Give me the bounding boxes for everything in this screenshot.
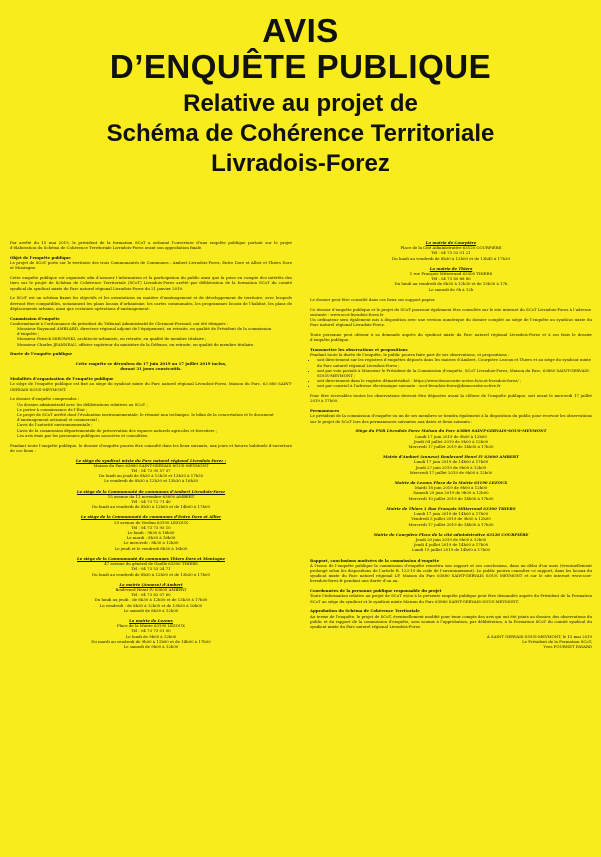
title-line-2: D’ENQUÊTE PUBLIQUE [109,48,492,85]
place-title: La mairie de Courpière [425,240,477,245]
notice-body [10,240,592,852]
place-title: Le siège de la Communauté de communes d’Ambert Livradois-Forez [76,488,226,494]
permanence-title: Mairie de Courpière Place de la cité administrative 63120 COURPIÈRE [373,531,529,537]
scot-text: Le SCoT est un schéma fixant les objectifs et les orientations en matière d’aménagement et de développement du territoire, avec lesquels devront être compatibles, notamment les plans locaux d’urbanisme, les cartes communales, les programmes locaux de l’habitat, les plans de déplacements urbains, ainsi que certaines opérations d’aménagement. [10,295,292,311]
place-title: La mairie de Thiers [429,265,473,271]
place-line: Le samedi de 8h30 à 12h00 [123,607,179,613]
dossier-item: • Un dossier administratif avec les délibérations relatives au SCoT ; [17,402,292,407]
dossier-item: • Le projet de SCoT arrêté dont l’évaluation environnementale, le résumé non technique, le bilan de la concertation et le document d’aménagement artisanal et commercial ; [17,412,292,422]
permanence-line: Vendredi 5 juillet 2019 de 9h00 à 12h00 [411,516,491,522]
permanence-line: Mercredi 17 juillet 2019 de 14h00 à 17h00 [408,444,494,450]
place-line: Maison du Parc 63880 SAINT-GERVAIS-SOUS-MEYMONT [93,462,209,468]
place-line: Boulevard Henri IV 63600 AMBERT [115,586,187,592]
permanence-title: Mairie d’Ambert (annexe) Boulevard Henri IV 63600 AMBERT [383,454,519,460]
place-line: Le lundi : 9h30 à 16h00 [127,530,175,536]
objet-title: Objet de l’enquête publique [10,255,71,260]
left-column [10,240,292,852]
permanence-block [310,532,592,553]
commission-text: Conformément à l’ordonnance du président du Tribunal Administratif de Clermont-Ferrand, ont été désignés : [10,320,229,326]
title-line-3: Relative au projet de [183,90,418,117]
permanence-title: Mairie de Thiers 1 Rue François Mitterrand 63300 THIERS [386,505,516,511]
place-line: Du lundi au vendredi de 8h30 à 12h00 et de 14h00 à 17h00 [92,504,210,510]
commission-member: • Monsieur Patrick MIROWSKI, architecte-urbaniste, en retraite, en qualité de membre titulaire ; [17,336,292,341]
permanence-line: Samedi 29 juin 2019 de 9h00 à 12h00 [413,490,489,496]
transmettre-item: • soit directement sur les registres d’enquêtes déposés dans les mairies d’Ambert, Courpière Lezoux et Thiers et au siège du syndicat mixte du Parc naturel régional Livradois-Forez ; [317,357,592,367]
place-title: La mairie (Annexe) d’Ambert [119,581,183,587]
place-line: Tél : 04 73 73 01 00 [131,628,171,634]
permanence-line: Jeudi 04 juillet 2019 de 9h00 à 12h00 [413,438,489,444]
place-line: Le lundi de 9h00 à 12h00 [125,633,177,639]
signature-role: Le Président de la Formation SCoT, [522,638,592,644]
place-line: Tél : 04 73 53 24 71 [131,566,171,572]
permanence-title: Mairie de Lezoux Place de la Mairie 63190 LEZOUX [394,480,508,486]
signature-place-date: À SAINT GERVAIS-SOUS-MEYMONT, le 15 mai 2019 [486,633,592,639]
commission-member: • Monsieur Raymond AMBLARD, directeur régional adjoint de l’équipement, en retraite, en qualité de Président de la commission d’enquête ; [17,326,292,336]
support-text: Le dossier peut être consulté dans ces lieux sur support papier. [310,296,436,302]
right-column [310,240,592,852]
coord-text: Toute l’information relative au projet de SCoT et/ou à la présente enquête publique peut être demandée auprès du Président de la Formation SCoT au siège du syndicat et le syndicat mixte Maison du Parc 63880 SAINT-GERVAIS-SOUS-MEYMONT. [310,593,592,604]
organise-text: Cette enquête publique est organisée afin d’assurer l’information et la participation du public ainsi que la prise en compte des intérêts des tiers sur le projet de Schéma de Cohérence Territoriale (SCoT) Livradois-Forez arrêté par délibération de la formation SCoT du comité syndical du syndicat mixte du Parc naturel régional Livradois-Forez du 21 janvier 2019. [10,275,292,291]
place-title: Le siège de la Communauté de communes Thiers Dore et Montagne [77,555,225,561]
permanence-line: Mardi 18 juin 2019 de 9h00 à 12h00 [414,485,488,491]
place-line: Le jeudi et le vendredi 8h30 à 16h00 [114,545,188,551]
place-title: Le siège du syndicat mixte du Parc naturel régional Livradois Forez : [75,457,227,463]
place-line: Le vendredi : de 8h30 à 12h00 et de 13h30 à 16h00 [99,602,203,608]
rapport-text: À l’issue de l’enquête publique la commission d’enquête remettra son rapport et ses conclusions, dans un délai d’un mois (éventuellement prolongé selon les dispositions de l’article R. 123-19 du code de l’environnement). Le public pourra consulter ce rapport, dans les locaux du syndicat mixte du Parc naturel régional LF, Maison du Parc 63880 SAINT-GERVAIS SOUS MEYMONT et sur le site internet www.scot-livradois-forez.fr pendant une durée d’un an. [310,562,592,584]
place-line: Place de la Cité Administrative 63120 COURPIÈRE [400,245,502,251]
permanences-title: Permanences [310,408,340,414]
place-line: 15 avenue du 11 novembre 63600 AMBERT [107,493,195,499]
place-line: 47 avenue du général de Gaulle 63300 THIERS [104,561,198,567]
place-line: 1 rue François Mitterrand 63300 THIERS [409,271,493,277]
place-line: Du lundi au vendredi de 8h30 à 12h30 et de 13h30 à 17h [394,281,508,287]
place-line: Le samedi de 9h00 à 12h00 [123,643,179,649]
permanence-line: Jeudi 27 juin 2019 de 9h00 à 12h00 [415,464,487,470]
permanence-line: Mercredi 17 juillet 2019 de 14h00 à 17h00 [408,521,494,527]
internet-text: Ce dossier d’enquête publique et le projet de SCoT pourront également être consultés sur le site internet du SCoT Livradois-Forez à l’adresse suivante : www.scot-livradois-forez.fr [310,306,592,317]
pendant-text: Pendant toute l’enquête publique, le dossier d’enquête pourra être consulté dans les lieux suivants, aux jours et heures habituels d’ouverture de ces lieux : [10,442,292,453]
transmettre-list [310,357,592,388]
place-line: Du lundi au jeudi : de 8h30 à 12h00 et de 13h30 à 17h00 [94,597,208,603]
permanence-line: Lundi 17 juin 2019 de 14h00 à 17h00 [413,459,489,465]
permanence-line: Mercredi 10 juillet 2019 de 14h00 à 17h00 [408,495,494,501]
recevables-text: Pour être recevables toutes les observations devront être déposées avant la clôture de l’enquête publique, soit avant le mercredi 17 juillet 2019 à 17h00. [310,393,592,404]
dossier-item: • Le porter à connaissance de l’État ; [17,407,292,412]
place-line: Tél : 04 73 80 88 80 [431,276,471,282]
transmettre-item[interactable]: • soit directement dans le registre dématérialisé : https://www.democratie-active.fr/scot-livradois-forez/ ; [317,378,592,383]
place-block [10,556,292,577]
objet-text: Le projet de SCoT porte sur le territoire des trois Communautés de Communes : Ambert Livradois-Forez, Entre Dore et Allier et Thiers Dore et Montagne. [10,260,292,271]
permanence-block [310,428,592,449]
commission-list [10,326,292,347]
signature-name: Yves FOURNET FAYARD [543,644,592,650]
place-line: Tél : 04 73 82 07 60 [131,592,171,598]
rapport-title: Rapport, conclusions motivées de la commission d’enquête [310,557,440,563]
info-text: Toute personne peut obtenir à sa demande auprès du syndicat mixte du Parc naturel régional Livradois-Forez et à ses frais le dossier d’enquête publique. [310,332,592,343]
place-block [310,240,592,261]
place-block [10,618,292,649]
place-title: Le siège de la Communauté de communes d’Entre Dore et Allier [80,514,222,520]
place-block [10,458,292,484]
transmettre-item[interactable]: • soit par courriel à l’adresse électronique suivante : scot-livradois-forez@democratie-active.fr [317,383,592,388]
coord-title: Coordonnées de la personne publique responsable du projet [310,588,442,594]
place-line: Tél : 04 73 53 01 21 [431,250,471,256]
permanence-line: Lundi 17 juin 2019 de 9h00 à 12h00 [415,433,487,439]
modalites-text: Le siège de l’enquête publique est fixé au siège du syndicat mixte du Parc naturel régional Livradois-Forez, Maison du Parc, 63 880 SAINT-GERVAIS-SOUS-MEYMONT. [10,381,292,392]
place-block [10,489,292,510]
permanence-block [310,506,592,527]
commission-member: • Monsieur Charles JEANNEAU, officier supérieur du ministère de la Défense, en retraite, en qualité de membre titulaire. [17,342,292,347]
place-line: Tél : 04 73 95 57 57 [131,468,171,474]
place-line: Du lundi au vendredi de 8h30 à 12h00 et de 13h30 à 17h00 [92,571,210,577]
duree-title: Durée de l’enquête publique [10,351,73,357]
permanence-line: Lundi 15 juillet 2019 de 14h00 à 17h00 [411,547,491,553]
dossier-item: • Les avis émis par les personnes publiques associées et consultées. [17,433,292,438]
permanence-title: Siège du PNR Livradois Forez Maison du Parc 63880 SAINT-GERVAIS-SOUS-MEYMONT [355,428,547,434]
permanence-line: Lundi 17 juin 2019 de 14h00 à 17h00 [413,511,489,517]
ordinateur-text: Un ordinateur sera également mis à disposition avec une version numérique du dossier complet au siège de l’enquête au syndicat mixte du Parc naturel régional Livradois-Forez. [310,317,592,328]
transmettre-item: • soit par voie postale à Monsieur le Président de la Commission d’enquête, SCoT Livradois-Forez, Maison du Parc, 63880 SAINT-GERVAIS-SOUS-MEYMONT ; [317,368,592,378]
transmettre-title: Transmettre les observations et propositions [310,347,408,353]
title-line-4: Schéma de Cohérence Territoriale [106,120,495,147]
dossier-item: • L’avis de la commission départementale de préservation des espaces naturels agricoles et forestiers ; [17,428,292,433]
transmettre-text: Pendant toute la durée de l’enquête, le public pourra faire part de ses observations, et propositions : [310,352,510,358]
notice-header [0,0,601,179]
dossier-text: Le dossier d’enquête comprendra : [10,396,80,402]
title-line-1: AVIS [262,12,339,49]
place-line: Le mardi : 8h30 à 16h00 [126,535,176,541]
place-line: Du lundi au jeudi de 8h30 à 12h30 et 13h30 à 17h30 [98,473,204,479]
duree-text-2: durant 31 jours consécutifs. [120,366,182,372]
duree-text-1: Cette enquête se déroulera du 17 juin 2019 au 17 juillet 2019 inclus, [75,361,227,367]
permanence-line: Jeudi 20 juin 2019 de 9h00 à 12h00 [415,536,487,542]
place-title: La mairie de Lezoux [129,617,173,623]
place-line: Place de la Mairie 63190 LEZOUX [117,623,185,629]
place-block [310,266,592,292]
permanences-text: Le président de la commission d’enquête ou un de ses membres se tiendra également à la disposition du public pour recevoir les observations sur le projet de SCoT lors des permanences suivantes aux dates et lieux suivants : [310,413,592,424]
place-line: Le vendredi de 8h30 à 12h30 et 13h30 à 16h30 [104,478,198,484]
place-line: Du lundi au vendredi de 8h30 à 12h00 et de 13h45 à 17h30 [392,255,510,261]
dossier-list [10,402,292,438]
place-line: Le samedi de 9h à 12h [428,286,474,292]
place-line: Le mercredi : 8h30 à 12h00 [123,540,179,546]
permanence-line: Mercredi 17 juillet 2019 de 9h00 à 12h00 [409,469,493,475]
title-line-5: Livradois-Forez [211,150,390,177]
permanence-block [310,480,592,501]
commission-title: Commission d’enquête [10,315,60,321]
dossier-item: • L’avis de l’autorité environnementale ; [17,422,292,427]
place-line: 29 avenue de Verdun 63190 LEZOUX [114,519,188,525]
permanence-line: Jeudi 4 juillet 2019 de 14h00 à 17h00 [413,542,489,548]
approb-title: Approbation du Schéma de Cohérence Territoriale [310,608,420,614]
place-line: Tél : 04 73 73 95 10 [131,524,171,530]
place-line: Tél : 04 73 72 71 40 [131,499,171,505]
approb-text: Au terme de l’enquête, le projet de SCoT, éventuellement modifié pour tenir compte des avis qui ont été joints au dossier, des observations du public et du rapport de la commission d’enquête, sera soumis à l’approbation, par délibération, à la Formation SCoT du comité syndical du syndicat mixte du Parc naturel régional Livradois-Forez. [310,613,592,629]
permanence-block [310,454,592,475]
modalites-title: Modalités d’organisation de l’enquête publique [10,376,114,382]
place-line: Du mardi au vendredi de 9h00 à 12h00 et de 14h00 à 17h00 [91,638,211,644]
intro-text: Par arrêté du 15 mai 2019, le président de la formation SCoT a ordonné l’ouverture d’une enquête publique portant sur le projet d’élaboration du Schéma de Cohérence Territoriale Livradois-Forez avant son approbation finale. [10,240,292,251]
place-block [10,582,292,613]
place-block [10,514,292,550]
